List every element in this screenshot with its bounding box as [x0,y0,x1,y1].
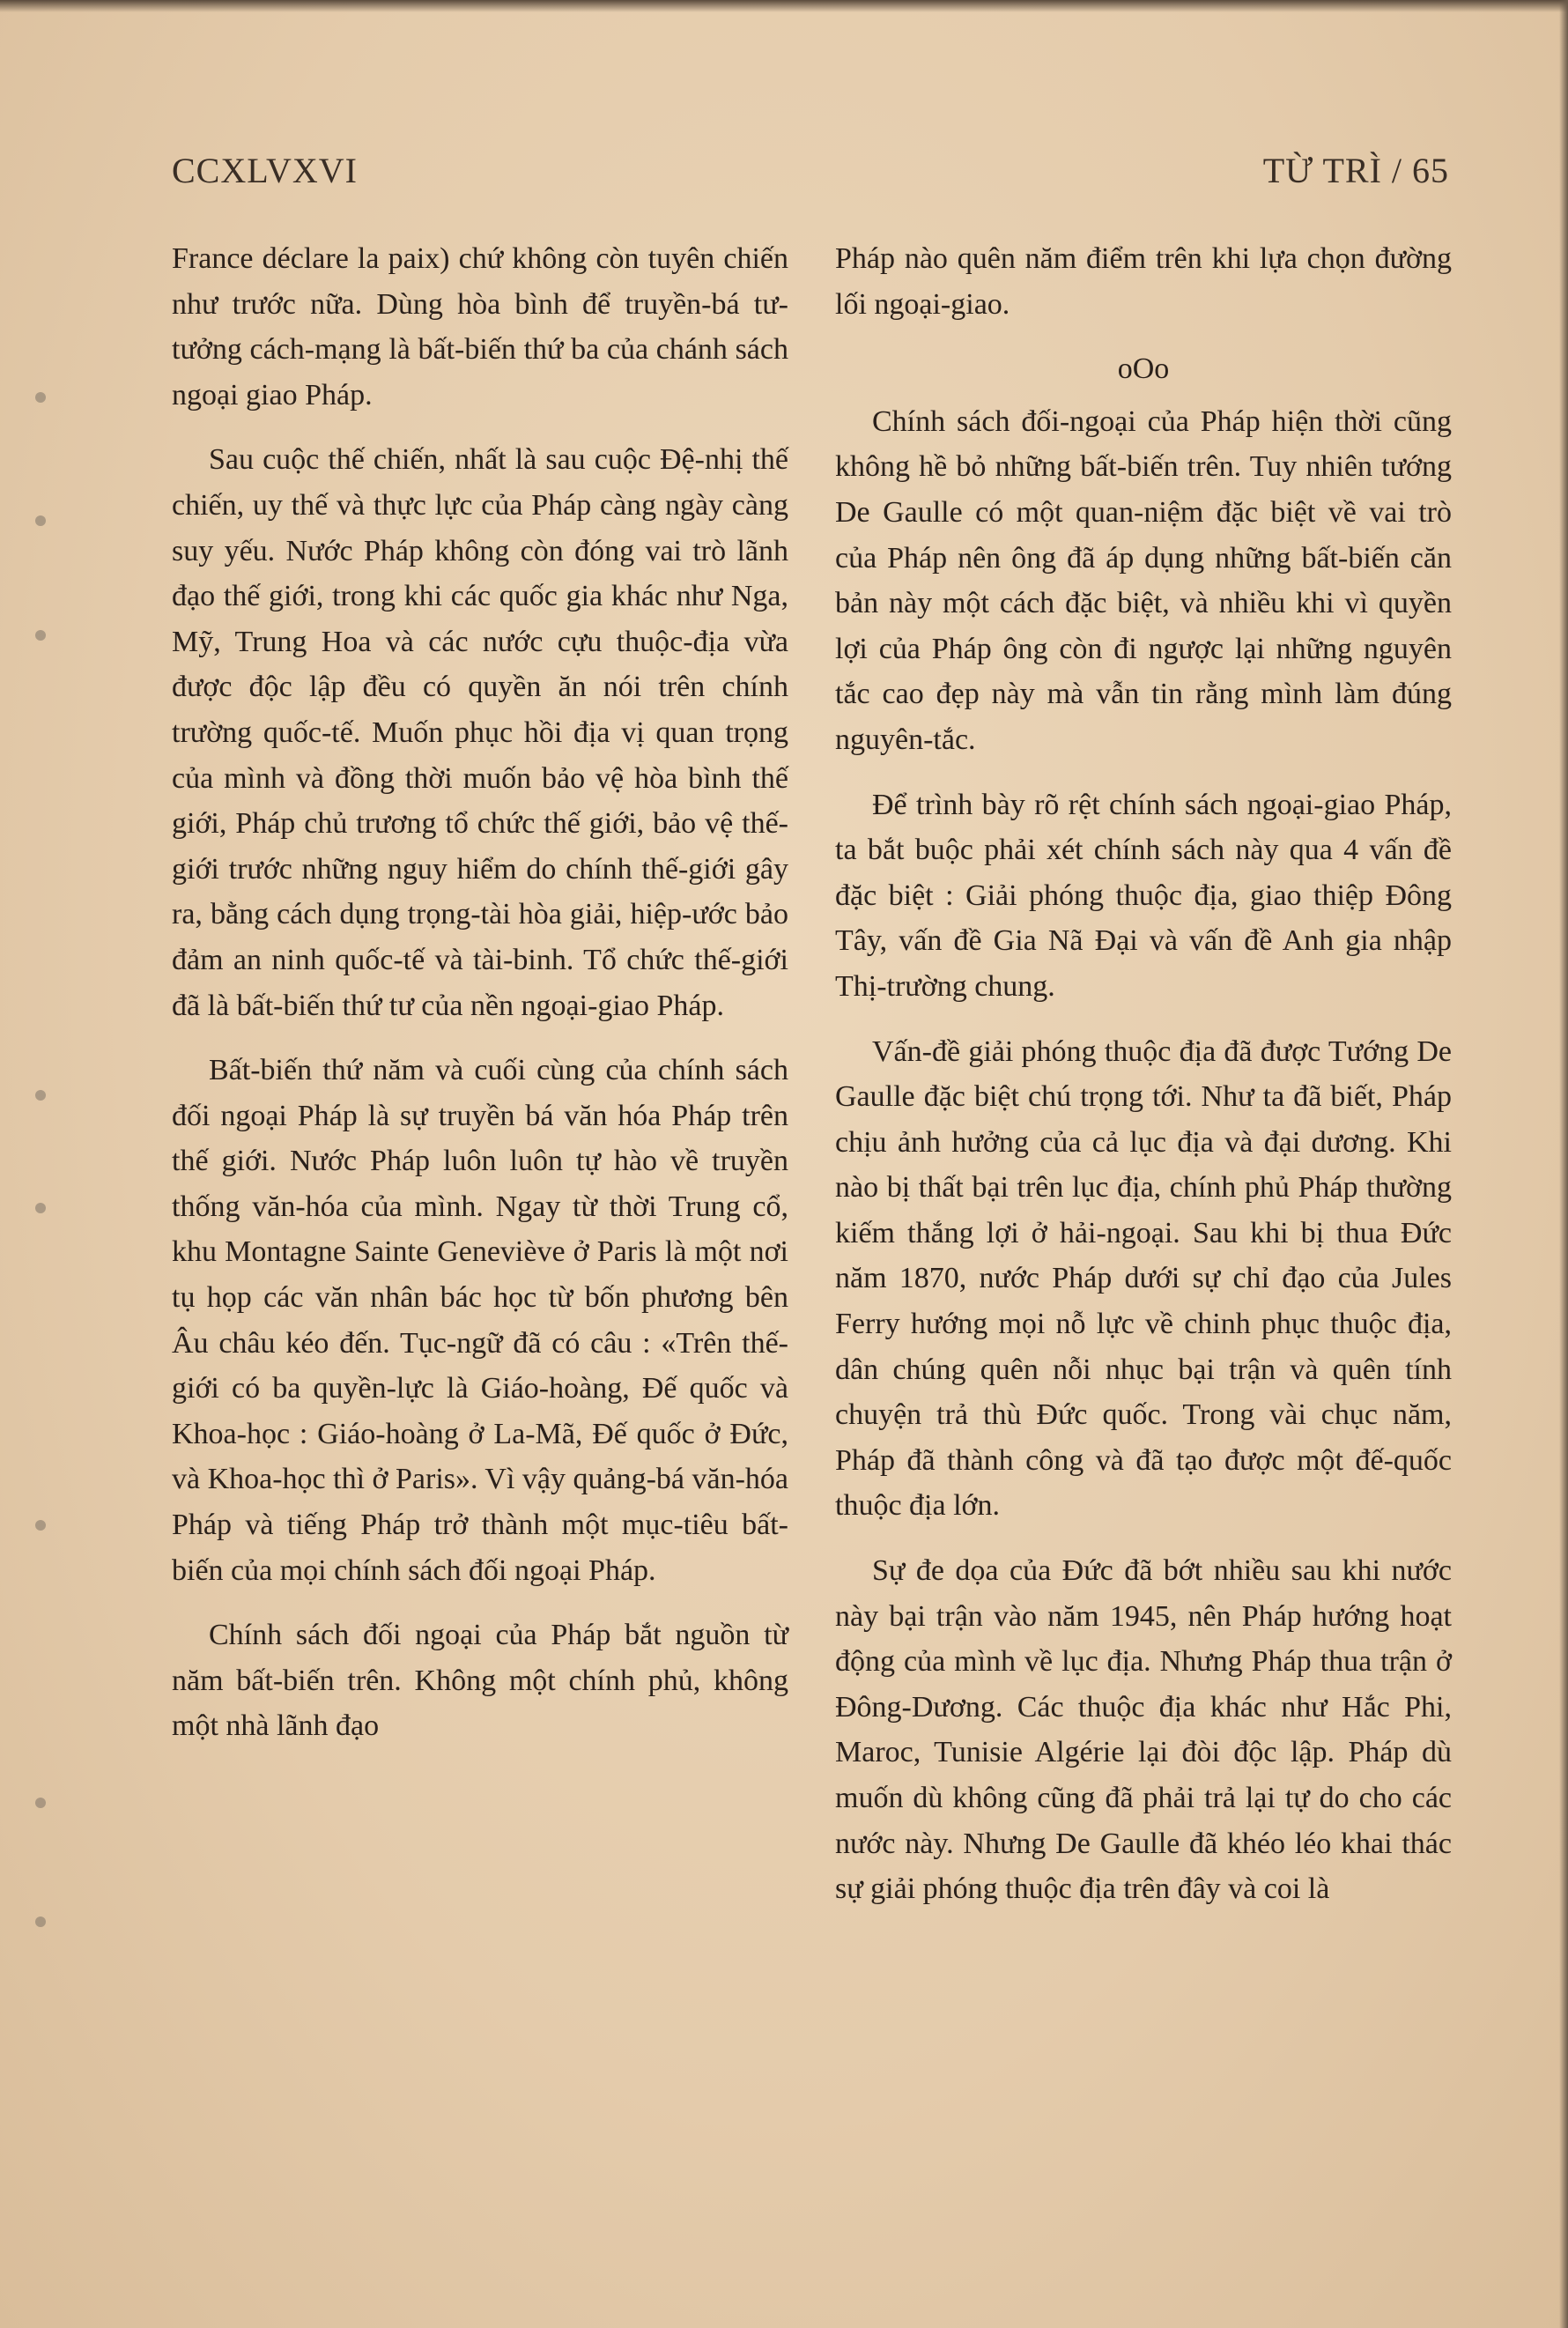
binding-hole [35,1203,46,1213]
header-left-text: CCXLVXVI [172,151,358,190]
paragraph: Sau cuộc thế chiến, nhất là sau cuộc Đệ-nhị thế chiến, uy thế và thực lực của Pháp càng ngày càng suy yếu. Nước Pháp không còn đóng vai trò lãnh đạo thế giới, trong khi các quốc gia khác như Nga, Mỹ, Trung Hoa và các nước cựu thuộc-địa vừa được độc lập đều có quyền ăn nói trên chính trường quốc-tế. Muốn phục hồi địa vị quan trọng của mình và đồng thời muốn bảo vệ hòa bình thế giới, Pháp chủ trương tổ chức thế giới, bảo vệ thế-giới trước những nguy hiểm do chính thế-giới gây ra, bằng cách dụng trọng-tài hòa giải, hiệp-ước bảo đảm an ninh quốc-tế và tài-binh. Tổ chức thế-giới đã là bất-biến thứ tư của nền ngoại-giao Pháp. [172,443,788,1022]
header-page-number: TỪ TRÌ / 65 [1262,151,1449,190]
paragraph: Sự đe dọa của Đức đã bớt nhiều sau khi nước này bại trận vào năm 1945, nên Pháp hướng hoạt động của mình về lục địa. Nhưng Pháp thua trận ở Đông-Dương. Các thuộc địa khác như Hắc Phi, Maroc, Tunisie Algérie lại đòi độc lập. Pháp dù muốn dù không cũng đã phải trả lại tự do cho các nước này. Nhưng De Gaulle đã khéo léo khai thác sự giải phóng thuộc địa trên đây và coi là [835,1554,1452,1906]
paragraph: Bất-biến thứ năm và cuối cùng của chính sách đối ngoại Pháp là sự truyền bá văn hóa Pháp trên thế giới. Nước Pháp luôn luôn tự hào về truyền thống văn-hóa của mình. Ngay từ thời Trung cổ, khu Montagne Sainte Geneviève ở Paris là một nơi tụ họp các văn nhân bác học từ bốn phương bên Âu châu kéo đến. Tục-ngữ đã có câu : «Trên thế-giới có ba quyền-lực là Giáo-hoàng, Đế quốc và Khoa-học : Giáo-hoàng ở La-Mã, Đế quốc ở Đức, và Khoa-học thì ở Paris». Vì vậy quảng-bá văn-hóa Pháp và tiếng Pháp trở thành một mục-tiêu bất-biến của mọi chính sách đối ngoại Pháp. [172,1054,789,1587]
binding-hole [35,1520,46,1531]
left-column [172,236,788,1768]
binding-hole [35,630,46,641]
binding-hole [35,1917,46,1927]
binding-hole [35,1090,46,1101]
binding-hole [35,392,46,403]
binding-hole [35,1798,46,1808]
running-header [172,150,1449,203]
right-column [835,236,1452,1931]
paragraph: Pháp nào quên năm điểm trên khi lựa chọn đường lối ngoại-giao. [835,242,1452,321]
section-separator: oOo [1117,352,1170,386]
paragraph: Chính sách đối ngoại của Pháp bắt nguồn từ năm bất-biến trên. Không một chính phủ, không một nhà lãnh đạo [172,1619,788,1743]
paragraph: Chính sách đối-ngoại của Pháp hiện thời cũng không hề bỏ những bất-biến trên. Tuy nhiên tướng De Gaulle có một quan-niệm đặc biệt về vai trò của Pháp nên ông đã áp dụng những bất-biến căn bản này một cách đặc biệt, và nhiều khi vì quyền lợi của Pháp ông còn đi ngược lại những nguyên tắc cao đẹp này mà vẫn tin rằng mình làm đúng nguyên-tắc. [835,404,1452,756]
page-top-edge-shadow [0,0,1568,12]
paragraph: France déclare la paix) chứ không còn tuyên chiến như trước nữa. Dùng hòa bình để truyền-bá tư-tưởng cách-mạng là bất-biến thứ ba của chánh sách ngoại giao Pháp. [172,242,788,411]
paragraph: Để trình bày rõ rệt chính sách ngoại-giao Pháp, ta bắt buộc phải xét chính sách này qua 4 vấn đề đặc biệt : Giải phóng thuộc địa, giao thiệp Đông Tây, vấn đề Gia Nã Đại và vấn đề Anh gia nhập Thị-trường chung. [835,788,1452,1003]
binding-hole [35,515,46,526]
page-right-edge-shadow [1559,0,1568,2328]
paragraph: Vấn-đề giải phóng thuộc địa đã được Tướng De Gaulle đặc biệt chú trọng tới. Như ta đã biết, Pháp chịu ảnh hưởng của cả lục địa và đại dương. Khi nào bị thất bại trên lục địa, chính phủ Pháp thường kiếm thắng lợi ở hải-ngoại. Sau khi bị thua Đức năm 1870, nước Pháp dưới sự chỉ đạo của Jules Ferry hướng mọi nỗ lực về chinh phục thuộc địa, dân chúng quên nỗi nhục bại trận và quên tính chuyện trả thù Đức quốc. Trong vài chục năm, Pháp đã thành công và đã tạo được một đế-quốc thuộc địa lớn. [835,1034,1452,1523]
